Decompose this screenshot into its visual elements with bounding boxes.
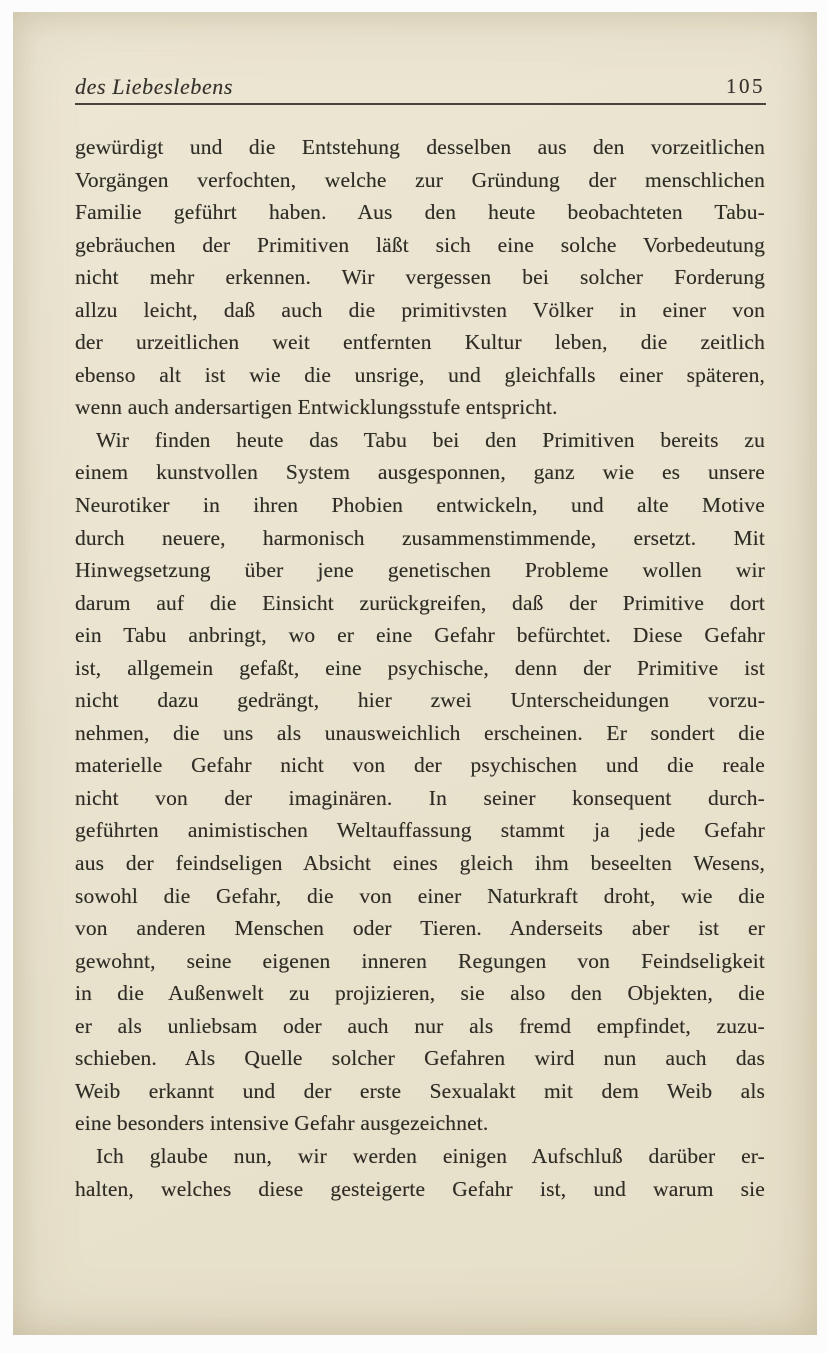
scanned-page [13, 12, 817, 1335]
page-number: 105 [726, 74, 765, 98]
text-line: ist, allgemein gefaßt, eine psychische, denn der Primitive ist [75, 655, 765, 680]
text-line: nicht mehr erkennen. Wir vergessen bei solcher Forderung [75, 265, 765, 290]
text-line: gewohnt, seine eigenen inneren Regungen von Feindseligkeit [75, 948, 765, 973]
text-line: Ich glaube nun, wir werden einigen Aufschluß darüber er- [96, 1143, 765, 1168]
text-line: gewürdigt und die Entstehung desselben aus den vorzeitlichen [75, 135, 765, 159]
text-line: geführten animistischen Weltauffassung stammt ja jede Gefahr [75, 818, 765, 843]
text-line: Wir finden heute das Tabu bei den Primitiven bereits zu [96, 427, 765, 452]
text-line: Weib erkannt und der erste Sexualakt mit dem Weib als [75, 1078, 765, 1103]
page-header [75, 74, 765, 104]
text-line: Familie geführt haben. Aus den heute beobachteten Tabu- [75, 200, 765, 225]
text-line: aus der feindseligen Absicht eines gleich ihm beseelten Wesens, [75, 851, 765, 876]
text-line: nicht dazu gedrängt, hier zwei Unterscheidungen vorzu- [75, 688, 765, 713]
text-line: durch neuere, harmonisch zusammenstimmende, ersetzt. Mit [75, 525, 765, 550]
text-line: nehmen, die uns als unausweichlich erscheinen. Er sondert die [75, 720, 765, 745]
paragraph [75, 131, 765, 424]
text-line: ebenso alt ist wie die unsrige, und gleichfalls einer späteren, [75, 362, 765, 387]
text-line: sowohl die Gefahr, die von einer Naturkraft droht, wie die [75, 883, 765, 908]
text-line: gebräuchen der Primitiven läßt sich eine solche Vorbedeutung [75, 232, 765, 257]
text-line: nicht von der imaginären. In seiner konsequent durch- [75, 785, 765, 810]
text-line: schieben. Als Quelle solcher Gefahren wird nun auch das [75, 1046, 765, 1071]
text-line: ein Tabu anbringt, wo er eine Gefahr befürchtet. Diese Gefahr [75, 623, 765, 648]
text-line: der urzeitlichen weit entfernten Kultur leben, die zeitlich [75, 330, 765, 355]
text-line: einem kunstvollen System ausgesponnen, ganz wie es unsere [75, 460, 765, 485]
text-line: eine besonders intensive Gefahr ausgezeichnet. [75, 1111, 489, 1136]
page-body [75, 131, 765, 1205]
running-title: des Liebeslebens [75, 74, 234, 99]
text-line: Neurotiker in ihren Phobien entwickeln, und alte Motive [75, 493, 765, 518]
text-line: halten, welches diese gesteigerte Gefahr ist, und warum sie [75, 1176, 765, 1201]
text-line: Hinwegsetzung über jene genetischen Probleme wollen wir [75, 558, 765, 583]
text-line: Vorgängen verfochten, welche zur Gründung der menschlichen [75, 167, 765, 192]
header-rule [75, 103, 766, 105]
text-line: materielle Gefahr nicht von der psychischen und die reale [75, 753, 765, 778]
text-line: allzu leicht, daß auch die primitivsten Völker in einer von [75, 297, 765, 322]
paragraph [75, 424, 765, 1140]
paragraph [75, 1140, 765, 1205]
text-line: von anderen Menschen oder Tieren. Anderseits aber ist er [75, 916, 765, 941]
text-line: darum auf die Einsicht zurückgreifen, daß der Primitive dort [75, 590, 765, 615]
text-line: in die Außenwelt zu projizieren, sie also den Objekten, die [75, 981, 765, 1006]
text-line: er als unliebsam oder auch nur als fremd empfindet, zuzu- [75, 1013, 765, 1038]
text-line: wenn auch andersartigen Entwicklungsstufe entspricht. [75, 395, 558, 420]
